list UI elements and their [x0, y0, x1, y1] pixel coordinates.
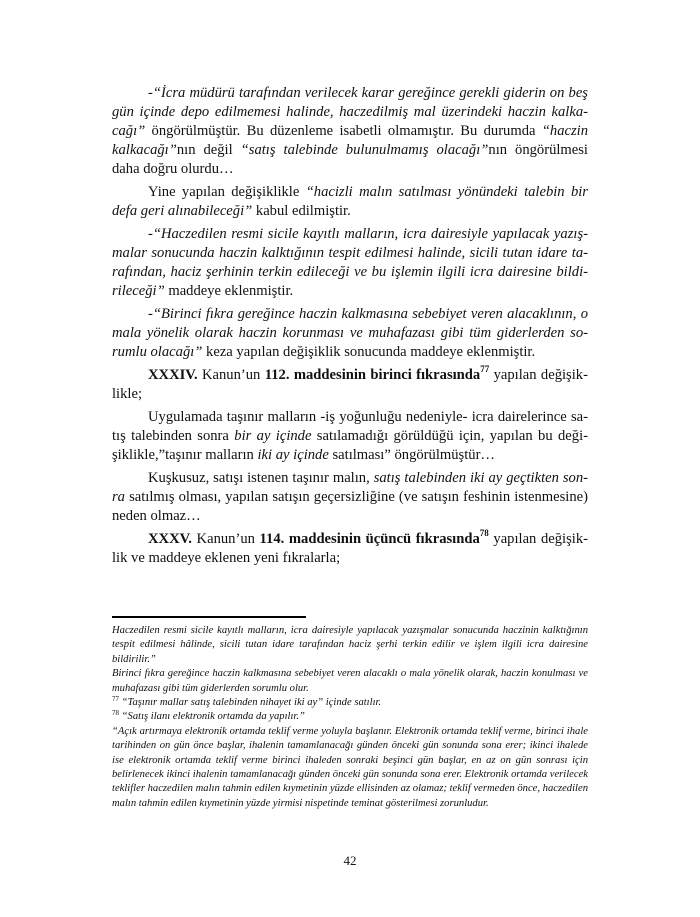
- text: yapılan değişiklik ve maddeye eklenen yeni fıkralarla;: [112, 531, 588, 566]
- footnote-text: Birinci fıkra gereğince haczin kalkmasına sebebiyet veren alacaklı o mala yönelik olarak, haczin konulması ve muhafazası gibi tüm giderlerden sorumlu olur.: [112, 668, 588, 694]
- text: Kanun’un: [197, 367, 265, 383]
- text: yapılan değişiklikle;: [112, 367, 588, 402]
- footnote-reference: 77: [480, 364, 490, 374]
- quoted-text: “hacizli malın satılması yönündeki talebin bir defa geri alınabileceği”: [112, 184, 588, 219]
- footnote-reference: 78: [479, 528, 489, 538]
- quoted-text: -“İcra müdürü tarafından verilecek karar gereğince gerekli giderin on beş gün içinde depo edilmemesi halinde, haczedilmiş mal üzerindeki haczin kalkacağı”: [112, 85, 588, 139]
- text: nın öngörülmesi daha doğru olurdu…: [112, 142, 588, 177]
- section-heading-paragraph: [112, 366, 588, 404]
- footnote-separator: [112, 616, 306, 618]
- footnote: [112, 667, 588, 696]
- footnote: [112, 624, 588, 667]
- quoted-text: -“Haczedilen resmi sicile kayıtlı malların, icra dairesiyle yapılacak yazışmalar sonucunda haczin kalktığının tespit edilmesi halinde, sicili tutan idare tarafından, haciz şerhinin terkin edileceği ve bu işlemin ilgili icra dairesine bildirileceği”: [112, 226, 588, 299]
- footnote: [112, 710, 588, 724]
- footnote: [112, 696, 588, 710]
- footnote: [112, 725, 588, 811]
- footnote-text: Haczedilen resmi sicile kayıtlı malların, icra dairesiyle yapılacak yazışmalar sonucunda haczinin kalktığının tespit edilmesi hâlinde, sicili tutan idare tarafından haciz şerhi terkin edilir ve işlem ilgili icra dairesine bildirilir.”: [112, 625, 588, 665]
- text: Yine yapılan değişiklikle: [148, 184, 306, 200]
- footnote-text: “Taşınır mallar satış talebinden nihayet iki ay” içinde satılır.: [119, 697, 382, 709]
- body-text: [112, 84, 588, 572]
- footnotes: [112, 624, 588, 811]
- quoted-text: “haczin kalkacağı”: [112, 123, 588, 158]
- quoted-text: bir ay içinde: [234, 428, 312, 444]
- quoted-text: satış talebinden iki ay geçtikten sonra: [112, 470, 588, 505]
- text: kabul edilmiştir.: [252, 203, 351, 219]
- paragraph: [112, 305, 588, 362]
- paragraph: [112, 183, 588, 221]
- bold-text: 112. maddesinin birinci fıkrasında: [264, 367, 481, 383]
- paragraph: [112, 469, 588, 526]
- text: maddeye eklenmiştir.: [164, 283, 294, 299]
- text: keza yapılan değişiklik sonucunda maddeye eklenmiştir.: [202, 344, 536, 360]
- paragraph: [112, 225, 588, 301]
- bold-text: XXXIV.: [148, 367, 198, 383]
- quoted-text: “satış talebinde bulunulmamış olacağı”: [240, 142, 489, 158]
- footnote-text: “Satış ilanı elektronik ortamda da yapılır.”: [119, 711, 305, 723]
- text: Kuşkusuz, satışı istenen taşınır malın,: [148, 470, 374, 486]
- text: satılmış olması, yapılan satışın geçersizliğine (ve satışın feshinin istenmesine) neden olmaz…: [112, 489, 588, 524]
- bold-text: 114. maddesinin üçüncü fıkrasında: [259, 531, 480, 547]
- section-heading-paragraph: [112, 530, 588, 568]
- paragraph: [112, 408, 588, 465]
- text: Uygulamada taşınır malların -iş yoğunluğu nedeniyle- icra dairelerince satış talebinden sonra: [112, 409, 588, 444]
- bold-text: XXXV.: [148, 531, 192, 547]
- footnote-number: 77: [112, 695, 119, 704]
- paragraph: [112, 84, 588, 179]
- quoted-text: iki ay içinde: [257, 447, 329, 463]
- text: Kanun’un: [191, 531, 260, 547]
- text: nın değil: [176, 142, 241, 158]
- page-number: 42: [343, 853, 357, 868]
- text: satılamadığı görüldüğü için, yapılan bu değişiklikle,”taşınır malların: [112, 428, 589, 463]
- text: öngörülmüştür. Bu düzenleme isabetli olmamıştır. Bu durumda: [145, 123, 542, 139]
- footnote-number: 78: [112, 709, 119, 718]
- footnote-text: “Açık artırmaya elektronik ortamda teklif verme yoluyla başlanır. Elektronik ortamda teklif verme, birinci ihale tarihinden on gün önce başlar, ihalenin tamamlanacağı günden önceki gün sonunda sona erer; ikinci ihalede ise elektronik ortamda teklif verme birinci ihaleden sonraki beşinci gün başlar, en az on gün sonrası için belirlenecek ikinci ihalenin tamamlanacağı günden önceki gün sonunda sona erer. Elektronik ortamda verilecek teklifler haczedilen malın tahmin edilen kıymetinin yüzde ellisinden az olamaz; teklif vermeden önce, haczedilen malın tahmin edilen kıymetinin yüzde yirmisi nispetinde teminat gösterilmesi zorunludur.: [112, 725, 588, 809]
- text: satılması” öngörülmüştür…: [328, 447, 496, 463]
- quoted-text: -“Birinci fıkra gereğince haczin kalkmasına sebebiyet veren alacaklının, o mala yönelik olarak haczin korunması ve muhafazası gibi tüm giderlerden sorumlu olacağı”: [112, 306, 588, 360]
